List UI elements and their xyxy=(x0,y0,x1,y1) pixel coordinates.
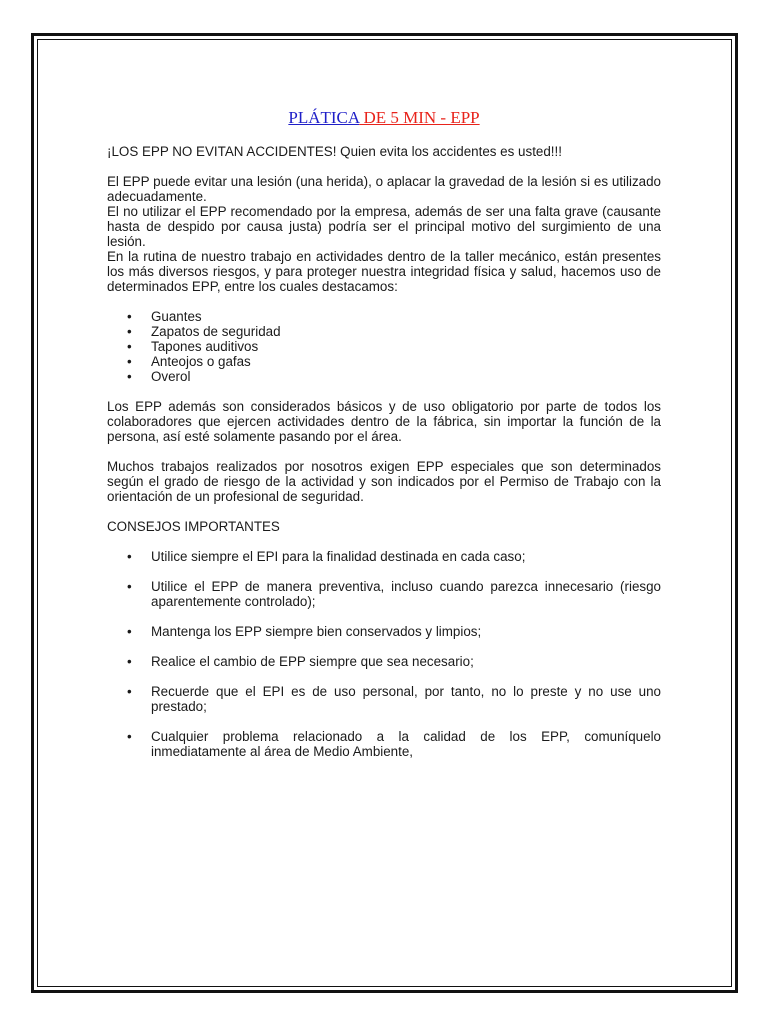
title-part-red: DE 5 MIN - EPP xyxy=(359,108,480,127)
bullet-icon: • xyxy=(127,579,132,594)
epp-list xyxy=(107,309,661,384)
epp-item-label: Tapones auditivos xyxy=(151,339,259,354)
bullet-icon: • xyxy=(127,309,132,324)
bullet-icon: • xyxy=(127,354,132,369)
advice-heading: CONSEJOS IMPORTANTES xyxy=(107,519,280,534)
title-part-blue: PLÁTICA xyxy=(288,108,360,127)
epp-item-label: Overol xyxy=(151,369,191,384)
advice-item-text: Realice el cambio de EPP siempre que sea necesario; xyxy=(151,654,474,669)
epp-item-label: Anteojos o gafas xyxy=(151,354,251,369)
list-item xyxy=(127,579,661,609)
paragraph-4: Los EPP además son considerados básicos y de uso obligatorio por parte de todos los colaboradores que ejercen actividades dentro de la fábrica, sin importar la función de la persona, así esté solamente pasando por el área. xyxy=(107,399,661,444)
intro-text: ¡LOS EPP NO EVITAN ACCIDENTES! Quien evita los accidentes es usted!!! xyxy=(107,144,562,159)
bullet-icon: • xyxy=(127,654,132,669)
bullet-icon: • xyxy=(127,684,132,699)
document-body xyxy=(107,108,661,774)
paragraph-3: En la rutina de nuestro trabajo en actividades dentro de la taller mecánico, están presentes los más diversos riesgos, y para proteger nuestra integridad física y salud, hacemos uso de determinados EPP, entre los cuales destacamos: xyxy=(107,249,661,294)
bullet-icon: • xyxy=(127,624,132,639)
list-item xyxy=(127,339,661,354)
list-item xyxy=(127,324,661,339)
bullet-icon: • xyxy=(127,729,132,744)
bullet-icon: • xyxy=(127,549,132,564)
paragraph-5: Muchos trabajos realizados por nosotros exigen EPP especiales que son determinados según el grado de riesgo de la actividad y son indicados por el Permiso de Trabajo con la orientación de un profesional de seguridad. xyxy=(107,459,661,504)
advice-item-text: Recuerde que el EPI es de uso personal, por tanto, no lo preste y no use uno prestado; xyxy=(151,684,661,714)
advice-item-text: Mantenga los EPP siempre bien conservados y limpios; xyxy=(151,624,482,639)
list-item xyxy=(127,369,661,384)
advice-item-text: Utilice el EPP de manera preventiva, incluso cuando parezca innecesario (riesgo aparentemente controlado); xyxy=(151,579,661,609)
list-item xyxy=(127,549,661,564)
paragraph-1: El EPP puede evitar una lesión (una herida), o aplacar la gravedad de la lesión si es utilizado adecuadamente. xyxy=(107,174,661,204)
paragraph-2: El no utilizar el EPP recomendado por la empresa, además de ser una falta grave (causante hasta de despido por causa justa) podría ser el principal motivo del surgimiento de una lesión. xyxy=(107,204,661,249)
list-item xyxy=(127,684,661,714)
list-item xyxy=(127,729,661,759)
advice-item-text: Cualquier problema relacionado a la calidad de los EPP, comuníquelo inmediatamente al área de Medio Ambiente, xyxy=(151,729,661,759)
list-item xyxy=(127,624,661,639)
list-item xyxy=(127,654,661,669)
bullet-icon: • xyxy=(127,369,132,384)
list-item xyxy=(127,309,661,324)
list-item xyxy=(127,354,661,369)
advice-list xyxy=(107,549,661,759)
epp-item-label: Zapatos de seguridad xyxy=(151,324,281,339)
bullet-icon: • xyxy=(127,339,132,354)
epp-item-label: Guantes xyxy=(151,309,202,324)
bullet-icon: • xyxy=(127,324,132,339)
document-title xyxy=(107,108,661,128)
advice-item-text: Utilice siempre el EPI para la finalidad destinada en cada caso; xyxy=(151,549,526,564)
